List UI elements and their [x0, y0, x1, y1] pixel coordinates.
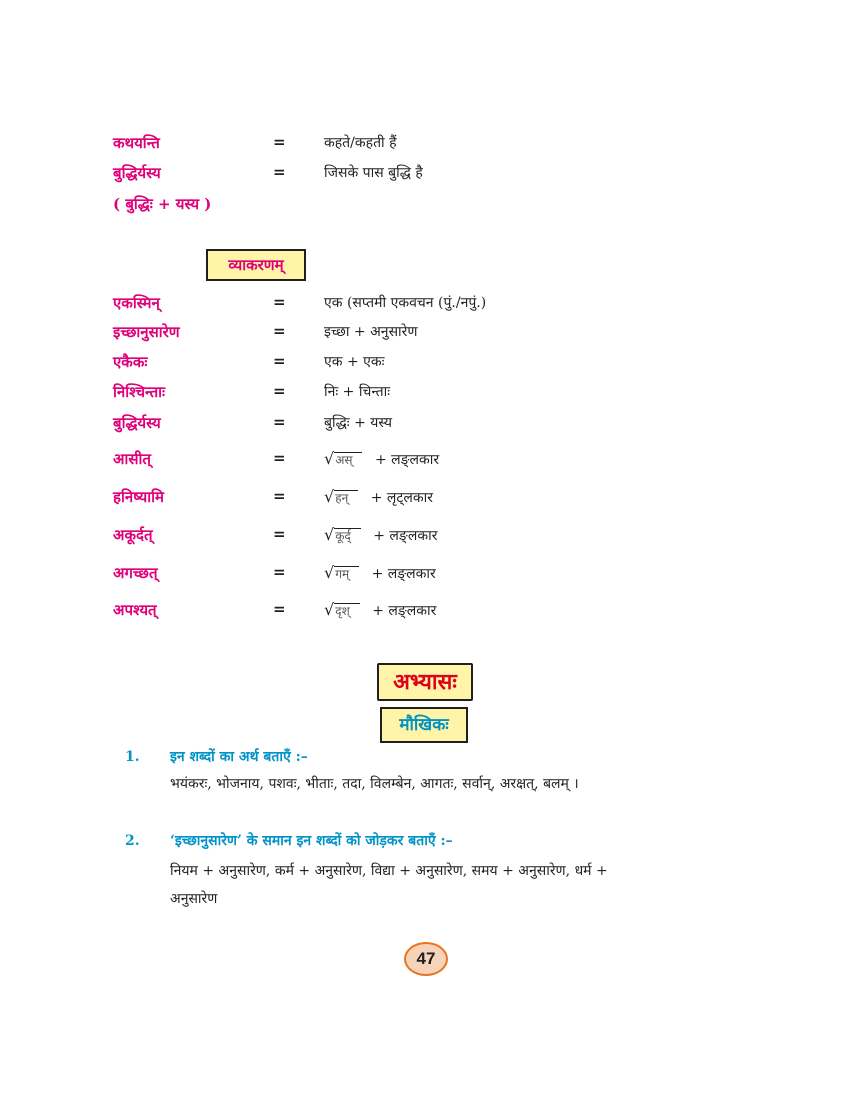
- radical-icon: √: [324, 563, 335, 582]
- grammar-heading: व्याकरणम्: [206, 249, 306, 281]
- root-symbol: [324, 600, 360, 619]
- question: [125, 747, 308, 766]
- grammar-meaning: एक + एकः: [324, 354, 385, 370]
- grammar-row: [113, 322, 733, 346]
- verb-suffix: + लृट्लकार: [370, 490, 434, 506]
- grammar-meaning: बुद्धिः + यस्य: [324, 415, 392, 431]
- equals-sign: =: [273, 487, 286, 505]
- glossary-meaning: कहते/कहती हैं: [324, 135, 397, 151]
- verb-row: [113, 487, 733, 511]
- grammar-row: [113, 352, 733, 376]
- verb-derivation: [324, 525, 437, 545]
- equals-sign: =: [273, 133, 286, 151]
- verb-root: गम्: [334, 566, 359, 581]
- equals-sign: =: [273, 525, 286, 543]
- equals-sign: =: [273, 322, 286, 340]
- verb-word: अपश्यत्: [113, 601, 157, 619]
- root-symbol: [324, 487, 358, 506]
- equals-sign: =: [273, 163, 286, 181]
- verb-word: अगच्छत्: [113, 564, 158, 582]
- question-answer: भयंकरः, भोजनाय, पशवः, भीताः, तदा, विलम्बेन, आगतः, सर्वान्, अरक्षत्, बलम् ।: [170, 776, 579, 792]
- radical-icon: √: [324, 487, 335, 506]
- verb-root: कूर्द्: [334, 528, 361, 543]
- grammar-word: एकैकः: [113, 353, 148, 371]
- verb-derivation: [324, 449, 439, 469]
- verb-row: [113, 563, 733, 587]
- question-answer: नियम + अनुसारेण, कर्म + अनुसारेण, विद्या + अनुसारेण, समय + अनुसारेण, धर्म + अनुसारेण: [170, 863, 608, 907]
- glossary-note: ( बुद्धिः + यस्य ): [113, 195, 212, 213]
- equals-sign: =: [273, 352, 286, 370]
- glossary-word: कथयन्ति: [113, 134, 160, 152]
- verb-suffix: + लङ्लकार: [373, 528, 438, 544]
- grammar-meaning: निः + चिन्ताः: [324, 384, 391, 400]
- grammar-row: [113, 382, 733, 406]
- radical-icon: √: [324, 525, 335, 544]
- equals-sign: =: [273, 293, 286, 311]
- radical-icon: √: [324, 449, 335, 468]
- oral-heading: मौखिकः: [380, 707, 468, 743]
- grammar-meaning: इच्छा + अनुसारेण: [324, 324, 418, 340]
- verb-derivation: [324, 600, 436, 620]
- equals-sign: =: [273, 413, 286, 431]
- root-symbol: [324, 449, 362, 468]
- grammar-word: निश्चिन्ताः: [113, 383, 166, 401]
- verb-row: [113, 525, 733, 549]
- radical-icon: √: [324, 600, 335, 619]
- root-symbol: [324, 563, 359, 582]
- verb-suffix: + लङ्लकार: [371, 566, 436, 582]
- equals-sign: =: [273, 449, 286, 467]
- exercise-heading: अभ्यासः: [377, 663, 473, 701]
- equals-sign: =: [273, 563, 286, 581]
- question-text: इन शब्दों का अर्थ बताएँ :–: [170, 749, 308, 765]
- verb-derivation: [324, 487, 433, 507]
- grammar-word: एकस्मिन्: [113, 294, 160, 312]
- verb-derivation: [324, 563, 436, 583]
- glossary-row: [113, 163, 733, 187]
- question-number: 2.: [125, 833, 140, 849]
- verb-root: हन्: [334, 490, 358, 505]
- verb-word: आसीत्: [113, 450, 151, 468]
- glossary-row: [113, 133, 733, 157]
- verb-root: दृश्: [334, 603, 360, 618]
- root-symbol: [324, 525, 361, 544]
- verb-row: [113, 600, 733, 624]
- verb-suffix: + लङ्लकार: [372, 603, 437, 619]
- verb-word: अकूर्दत्: [113, 526, 153, 544]
- grammar-word: बुद्धिर्यस्य: [113, 414, 161, 432]
- grammar-meaning: एक (सप्तमी एकवचन (पुं./नपुं.): [324, 295, 487, 311]
- verb-suffix: + लङ्लकार: [374, 452, 440, 468]
- grammar-row: [113, 293, 733, 317]
- glossary-word: बुद्धिर्यस्य: [113, 164, 161, 182]
- verb-row: [113, 449, 733, 473]
- page-number: 47: [404, 942, 448, 976]
- verb-word: हनिष्यामि: [113, 488, 164, 506]
- equals-sign: =: [273, 382, 286, 400]
- question: [125, 831, 453, 850]
- grammar-row: [113, 413, 733, 437]
- grammar-word: इच्छानुसारेण: [113, 323, 180, 341]
- question-text: ‘इच्छानुसारेण’ के समान इन शब्दों को जोड़कर बताएँ :–: [170, 833, 453, 849]
- question-number: 1.: [125, 749, 140, 765]
- glossary-meaning: जिसके पास बुद्धि है: [324, 165, 423, 181]
- verb-root: अस्: [334, 452, 362, 467]
- equals-sign: =: [273, 600, 286, 618]
